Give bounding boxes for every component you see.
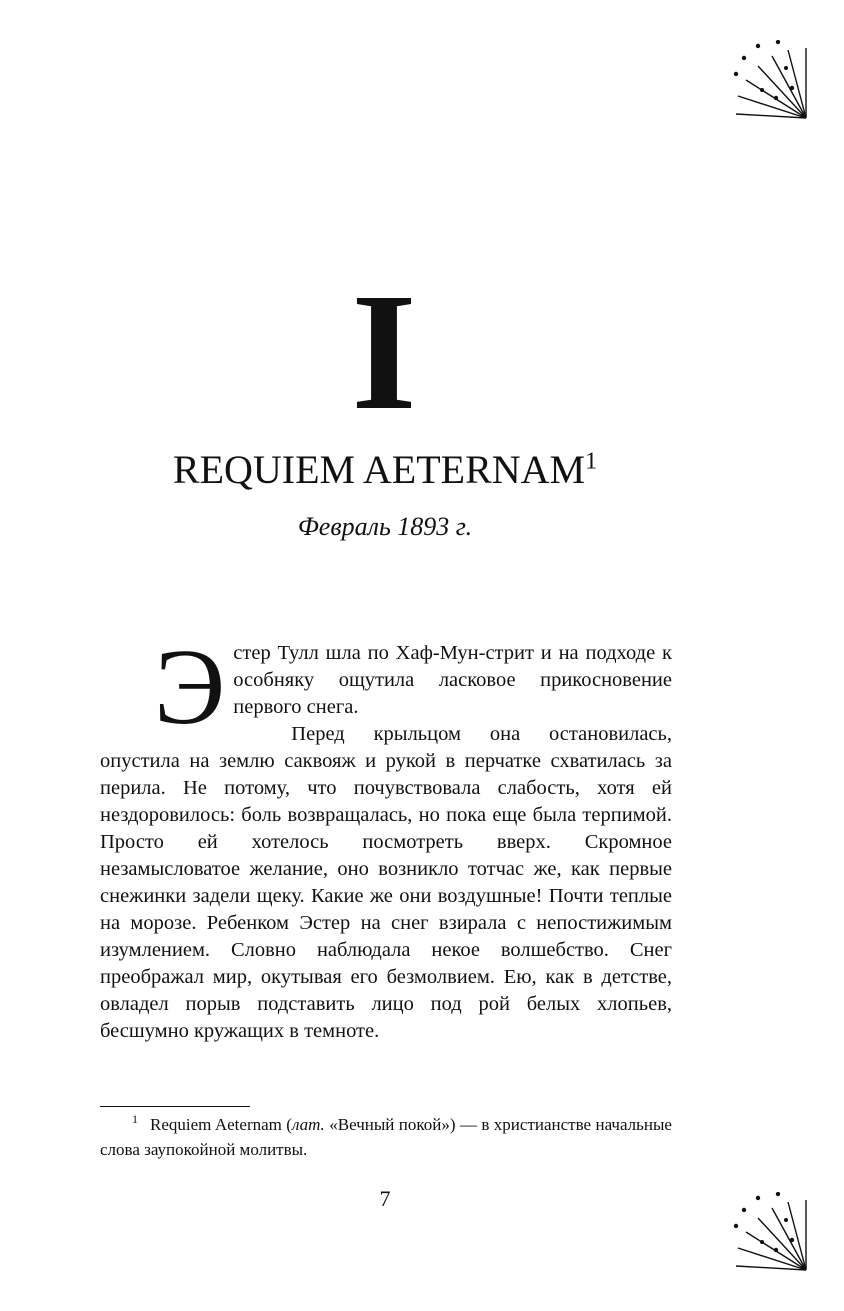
footnote-reference[interactable]: 1	[585, 448, 598, 475]
chapter-date: Февраль 1893 г.	[297, 512, 473, 541]
sunburst-ornament-icon	[728, 1192, 808, 1272]
footnote-mark: 1	[132, 1112, 138, 1127]
footnote-text: ) — в христианстве начальные слова заупокойной молитвы.	[100, 1115, 672, 1159]
page-number: 7	[379, 1186, 391, 1211]
footnote: $^1$ Requiem Aeternam (лат. «Вечный покой») — в христианстве начальные слова заупокойной молитвы.	[100, 1112, 672, 1159]
drop-cap: Э	[154, 628, 226, 747]
paragraph-text: стер Тулл шла по Хаф-Мун-стрит и на подходе к особняку ощутила ласковое прикосновение первого снега.	[233, 642, 672, 718]
paragraph: Перед крыльцом она остановилась, опустила на землю саквояж и рукой в перчатке схватилась за перила. Не потому, что почувствовала слабость, хотя ей нездоровилось: боль возвращалась, но пока еще была терпимой. Просто ей хотелось посмотреть вверх. Скромное незамысловатое желание, оно возникло тотчас же, как первые снежинки задели щеку. Какие же они воздушные! Почти теплые на морозе. Ребенком Эстер на снег взирала с непостижимым изумлением. Словно наблюдала некое волшебство. Снег преображал мир, окутывая его безмолвием. Ею, как в детстве, овладел порыв подставить лицо под рой белых хлопьев, бесшумно кружащих в темноте.	[100, 723, 672, 1042]
footnote-translation: «Вечный покой»	[329, 1115, 450, 1134]
footnote-language: лат.	[291, 1115, 325, 1134]
paragraph	[100, 628, 672, 747]
chapter-title-text: REQUIEM AETERNAM	[172, 447, 586, 492]
chapter-title	[0, 448, 770, 492]
footnote-divider	[100, 1106, 250, 1107]
chapter-body	[100, 628, 672, 1045]
chapter-numeral: I	[351, 259, 419, 445]
sunburst-ornament-icon	[728, 40, 808, 120]
footnote-term: Requiem Aeternam	[150, 1115, 282, 1134]
